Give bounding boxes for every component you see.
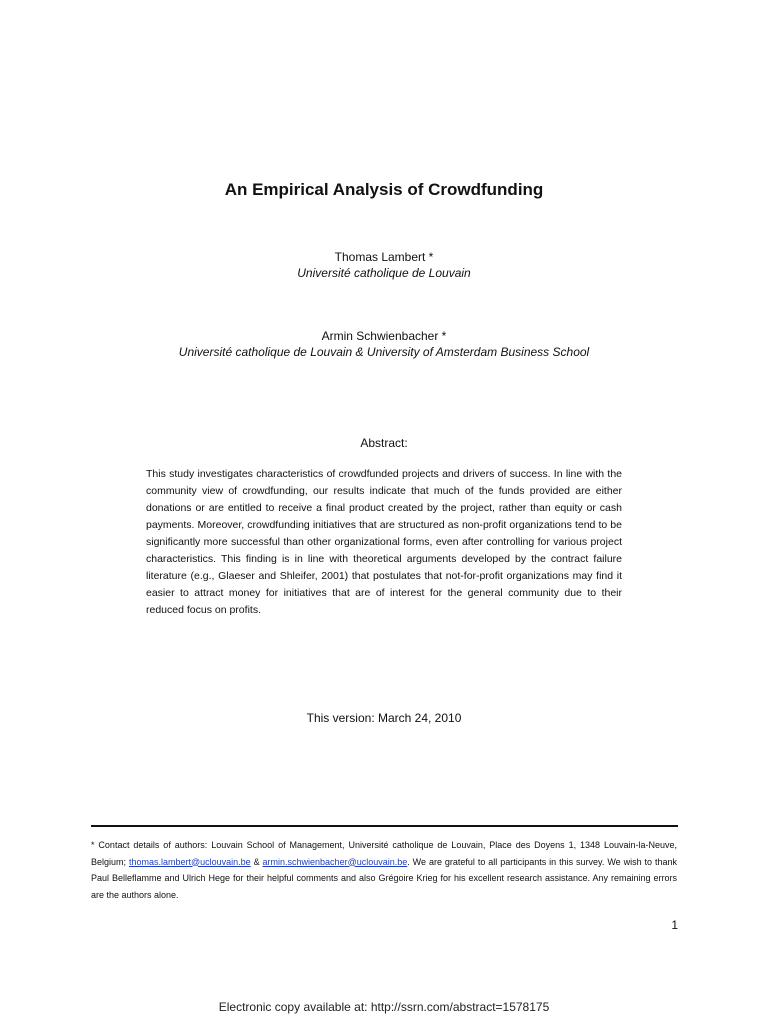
version-date: This version: March 24, 2010	[306, 711, 462, 725]
email-link-schwienbacher[interactable]: armin.schwienbacher@uclouvain.be	[262, 856, 408, 867]
footnote-divider	[91, 825, 678, 827]
footnote	[91, 837, 677, 903]
author-2-name: Armin Schwienbacher *	[321, 329, 447, 343]
author-1	[0, 249, 768, 281]
footnote-text-after: . We are grateful to all participants in this survey. We wish to thank Paul Belleflamme and Ulrich Hege for their helpful comments and also Grégoire Krieg for his excellent research assistance. Any remaining errors are the authors alone.	[91, 856, 677, 900]
page-number: 1	[671, 918, 678, 932]
author-2-affiliation: Université catholique de Louvain & University of Amsterdam Business School	[178, 345, 590, 359]
author-1-name: Thomas Lambert *	[334, 250, 434, 264]
ssrn-notice: Electronic copy available at: http://ssrn.com/abstract=1578175	[218, 1000, 550, 1014]
author-2	[0, 328, 768, 360]
footnote-text-before: * Contact details of authors: Louvain School of Management, Université catholique de Louvain, Place des Doyens 1, 1348 Louvain-la-Neuve, Belgium;	[91, 840, 677, 867]
email-link-lambert[interactable]: thomas.lambert@uclouvain.be	[128, 856, 251, 867]
author-1-affiliation: Université catholique de Louvain	[297, 266, 471, 280]
footnote-separator: &	[250, 856, 263, 867]
paper-title: An Empirical Analysis of Crowdfunding	[224, 180, 544, 199]
abstract-heading: Abstract:	[360, 436, 408, 450]
abstract-text: This study investigates characteristics of crowdfunded projects and drivers of success. In line with the community view of crowdfunding, our results indicate that much of the funds provided are either donations or are entitled to receive a final product created by the project, rather than equity or cash payments. Moreover, crowdfunding initiatives that are structured as non-profit organizations tend to be significantly more successful than other organizational forms, even after controlling for various project characteristics. This finding is in line with theoretical arguments developed by the contract failure literature (e.g., Glaeser and Shleifer, 2001) that postulates that not-for-profit organizations may find it easier to attract money for initiatives that are of interest for the general community due to their reduced focus on profits.	[146, 468, 622, 616]
